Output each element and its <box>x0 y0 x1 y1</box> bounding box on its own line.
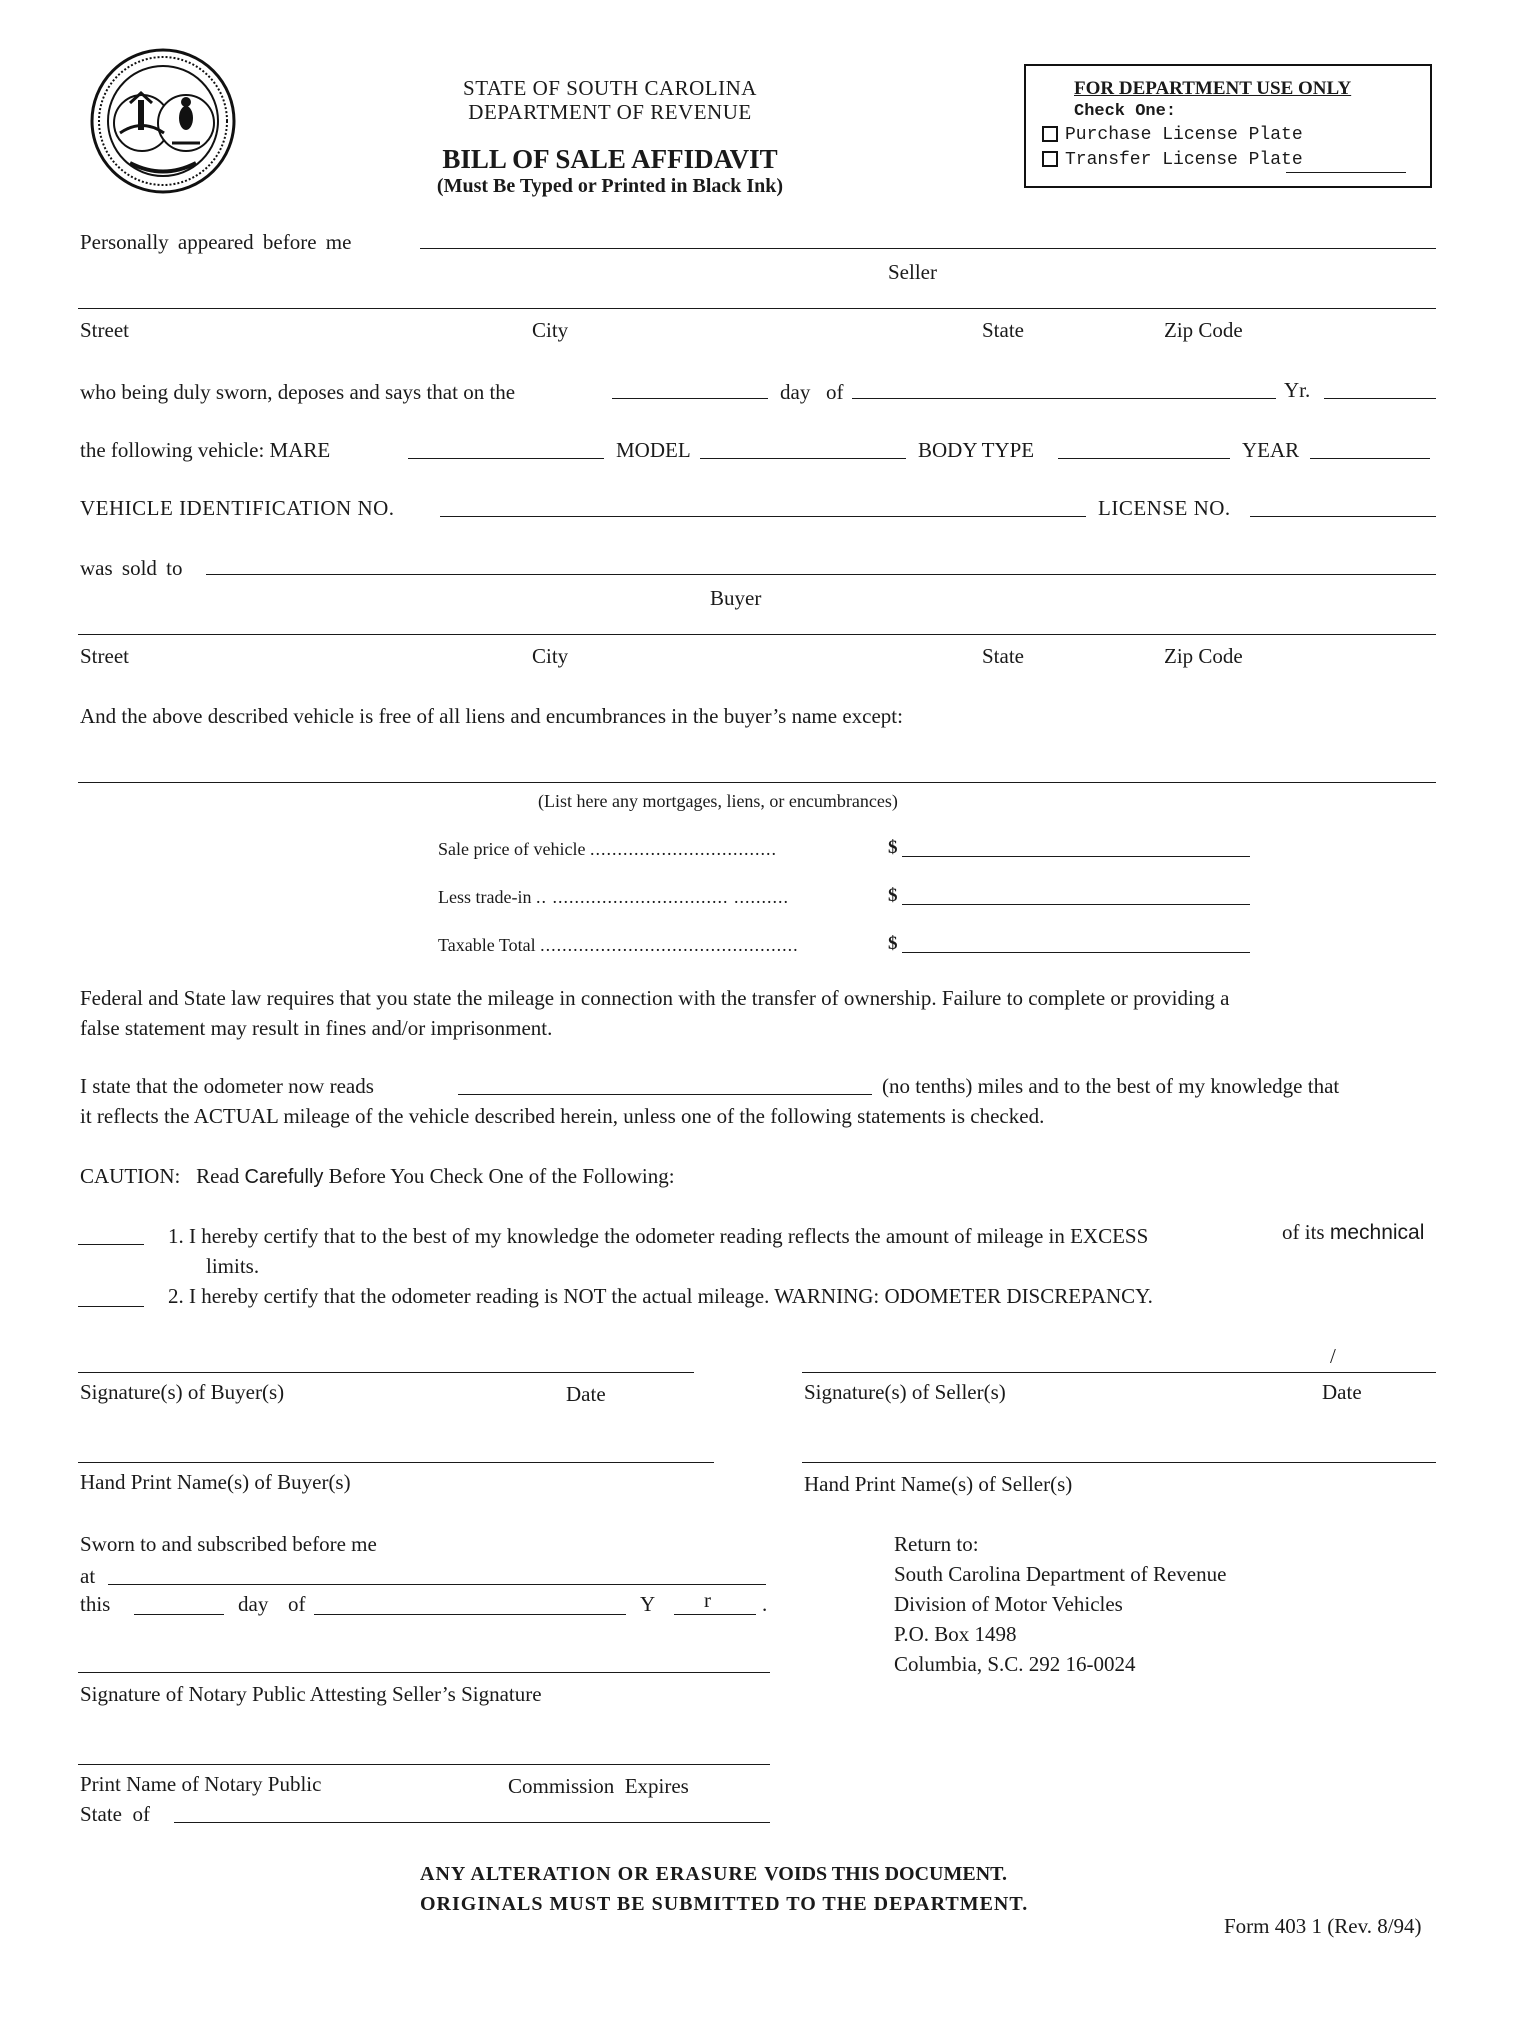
liens-text: And the above described vehicle is free of all liens and encumbrances in the buyer’s name except: <box>80 704 903 728</box>
notary-period: . <box>762 1592 768 1616</box>
vehicle-make-line[interactable] <box>408 458 604 459</box>
odometer-label: I state that the odometer now reads <box>80 1074 374 1098</box>
sale-price-line[interactable] <box>902 856 1250 857</box>
return-label: Return to: <box>894 1532 979 1556</box>
notary-commission-label: Commission Expires <box>508 1774 689 1798</box>
sale-price-label: Sale price of vehicle .................................. <box>438 839 777 859</box>
transfer-plate-line[interactable] <box>1286 172 1406 173</box>
dept-check-one: Check One: <box>1074 102 1177 121</box>
header-department: DEPARTMENT OF REVENUE <box>468 100 752 124</box>
buyer-address-line[interactable] <box>78 634 1436 635</box>
transfer-plate-checkbox[interactable] <box>1042 151 1058 167</box>
buyer-state-label: State <box>982 644 1024 668</box>
odometer-tail: (no tenths) miles and to the best of my knowledge that <box>882 1074 1340 1098</box>
buyer-signature-line[interactable] <box>78 1372 694 1373</box>
sworn-yr-label: Yr. <box>1284 378 1311 402</box>
personally-appeared-label: Personally appeared before me <box>80 230 352 254</box>
vin-label: VEHICLE IDENTIFICATION NO. <box>80 496 395 520</box>
seller-date-slash: / <box>1330 1344 1336 1368</box>
notary-y-label: Y <box>640 1592 656 1616</box>
notary-day-line[interactable] <box>134 1614 224 1615</box>
notary-state-line[interactable] <box>174 1822 770 1823</box>
sale-price-currency: $ <box>888 837 898 858</box>
vehicle-make-label: the following vehicle: MARE <box>80 438 331 462</box>
state-seal-icon <box>90 48 236 194</box>
statement1-text: 1. I hereby certify that to the best of my knowledge the odometer reading reflects the amount of mileage in EXCESS <box>168 1224 1149 1248</box>
buyer-name-line[interactable] <box>206 574 1436 575</box>
statement1-line2: limits. <box>206 1254 260 1278</box>
vehicle-body-type-line[interactable] <box>1058 458 1230 459</box>
vehicle-body-type-label: BODY TYPE <box>918 438 1035 462</box>
odometer-line2: it reflects the ACTUAL mileage of the vehicle described herein, unless one of the following statements is checked. <box>80 1104 1045 1128</box>
notary-attest-line[interactable] <box>78 1672 770 1673</box>
seller-print-line[interactable] <box>802 1462 1436 1463</box>
seller-street-label: Street <box>80 318 129 342</box>
notary-month-line[interactable] <box>314 1614 626 1615</box>
department-use-box <box>1024 64 1432 188</box>
purchase-plate-checkbox[interactable] <box>1042 126 1058 142</box>
seller-print-label: Hand Print Name(s) of Seller(s) <box>804 1472 1073 1496</box>
statement1-tail: of its mechnical <box>1282 1220 1425 1244</box>
vehicle-model-line[interactable] <box>700 458 906 459</box>
header-state: STATE OF SOUTH CAROLINA <box>463 76 757 100</box>
buyer-label: Buyer <box>710 586 762 610</box>
vehicle-model-label: MODEL <box>616 438 691 462</box>
sworn-day-label: day <box>780 380 811 404</box>
trade-in-label: Less trade-in .. ................................ .......... <box>438 887 789 907</box>
license-line[interactable] <box>1250 516 1436 517</box>
seller-name-line[interactable] <box>420 248 1436 249</box>
notary-r-label: r <box>704 1588 711 1612</box>
dept-heading: FOR DEPARTMENT USE ONLY <box>1074 78 1352 99</box>
return-line1: South Carolina Department of Revenue <box>894 1562 1227 1586</box>
seller-date-label: Date <box>1322 1380 1362 1404</box>
purchase-plate-option[interactable]: Purchase License Plate <box>1042 126 1303 144</box>
seller-city-label: City <box>532 318 569 342</box>
seller-label: Seller <box>888 260 937 284</box>
buyer-signature-label: Signature(s) of Buyer(s) <box>80 1380 285 1404</box>
notary-print-name-label: Print Name of Notary Public <box>80 1772 322 1796</box>
notary-of-label: of <box>288 1592 306 1616</box>
law-text-line2: false statement may result in fines and/or imprisonment. <box>80 1016 553 1040</box>
notary-at-label: at <box>80 1564 96 1588</box>
footer-line1: ANY ALTERATION OR ERASURE VOIDS THIS DOCUMENT. <box>420 1863 1008 1885</box>
notary-state-label: State of <box>80 1802 150 1826</box>
buyer-city-label: City <box>532 644 569 668</box>
return-line2: Division of Motor Vehicles <box>894 1592 1123 1616</box>
sworn-month-line[interactable] <box>852 398 1276 399</box>
page-title: BILL OF SALE AFFIDAVIT <box>442 144 778 174</box>
caution-text: CAUTION: Read Carefully Before You Check One of the Following: <box>80 1164 675 1188</box>
vin-line[interactable] <box>440 516 1086 517</box>
sworn-year-line[interactable] <box>1324 398 1436 399</box>
trade-in-currency: $ <box>888 885 898 906</box>
liens-note: (List here any mortgages, liens, or encumbrances) <box>538 791 898 811</box>
vehicle-year-line[interactable] <box>1310 458 1430 459</box>
form-number: Form 403 1 (Rev. 8/94) <box>1224 1914 1422 1938</box>
statement2-text: 2. I hereby certify that the odometer reading is NOT the actual mileage. WARNING: ODOMETER DISCREPANCY. <box>168 1284 1153 1308</box>
notary-at-line[interactable] <box>108 1584 766 1585</box>
seller-signature-label: Signature(s) of Seller(s) <box>804 1380 1006 1404</box>
buyer-street-label: Street <box>80 644 129 668</box>
sworn-of-label: of <box>826 380 844 404</box>
sworn-text: who being duly sworn, deposes and says that on the <box>80 380 516 404</box>
notary-attest-label: Signature of Notary Public Attesting Seller’s Signature <box>80 1682 542 1706</box>
taxable-total-currency: $ <box>888 933 898 954</box>
statement2-check-line[interactable] <box>78 1306 144 1307</box>
vehicle-year-label: YEAR <box>1242 438 1300 462</box>
buyer-print-line[interactable] <box>78 1462 714 1463</box>
notary-name-line[interactable] <box>78 1764 770 1765</box>
seller-address-line[interactable] <box>78 308 1436 309</box>
notary-year-line[interactable] <box>674 1614 756 1615</box>
seller-signature-line[interactable] <box>802 1372 1436 1373</box>
return-line3: P.O. Box 1498 <box>894 1622 1017 1646</box>
notary-this-label: this <box>80 1592 111 1616</box>
sworn-subscribed-label: Sworn to and subscribed before me <box>80 1532 377 1556</box>
sworn-day-line[interactable] <box>612 398 768 399</box>
notary-day-label: day <box>238 1592 269 1616</box>
liens-line[interactable] <box>78 782 1436 783</box>
buyer-print-label: Hand Print Name(s) of Buyer(s) <box>80 1470 351 1494</box>
odometer-reading-line[interactable] <box>458 1094 872 1095</box>
statement1-check-line[interactable] <box>78 1244 144 1245</box>
buyer-date-label: Date <box>566 1382 606 1406</box>
seller-state-label: State <box>982 318 1024 342</box>
seller-zip-label: Zip Code <box>1164 318 1243 342</box>
license-label: LICENSE NO. <box>1098 496 1231 520</box>
page-subtitle: (Must Be Typed or Printed in Black Ink) <box>436 175 784 197</box>
buyer-zip-label: Zip Code <box>1164 644 1243 668</box>
taxable-total-line[interactable] <box>902 952 1250 953</box>
trade-in-line[interactable] <box>902 904 1250 905</box>
return-line4: Columbia, S.C. 292 16-0024 <box>894 1652 1136 1676</box>
transfer-plate-option[interactable]: Transfer License Plate <box>1042 151 1303 169</box>
taxable-total-label: Taxable Total ............................................... <box>438 935 799 955</box>
sold-to-label: was sold to <box>80 556 183 580</box>
footer-line2: ORIGINALS MUST BE SUBMITTED TO THE DEPARTMENT. <box>420 1893 1029 1915</box>
law-text-line1: Federal and State law requires that you state the mileage in connection with the transfer of ownership. Failure to complete or providing a <box>80 986 1230 1010</box>
